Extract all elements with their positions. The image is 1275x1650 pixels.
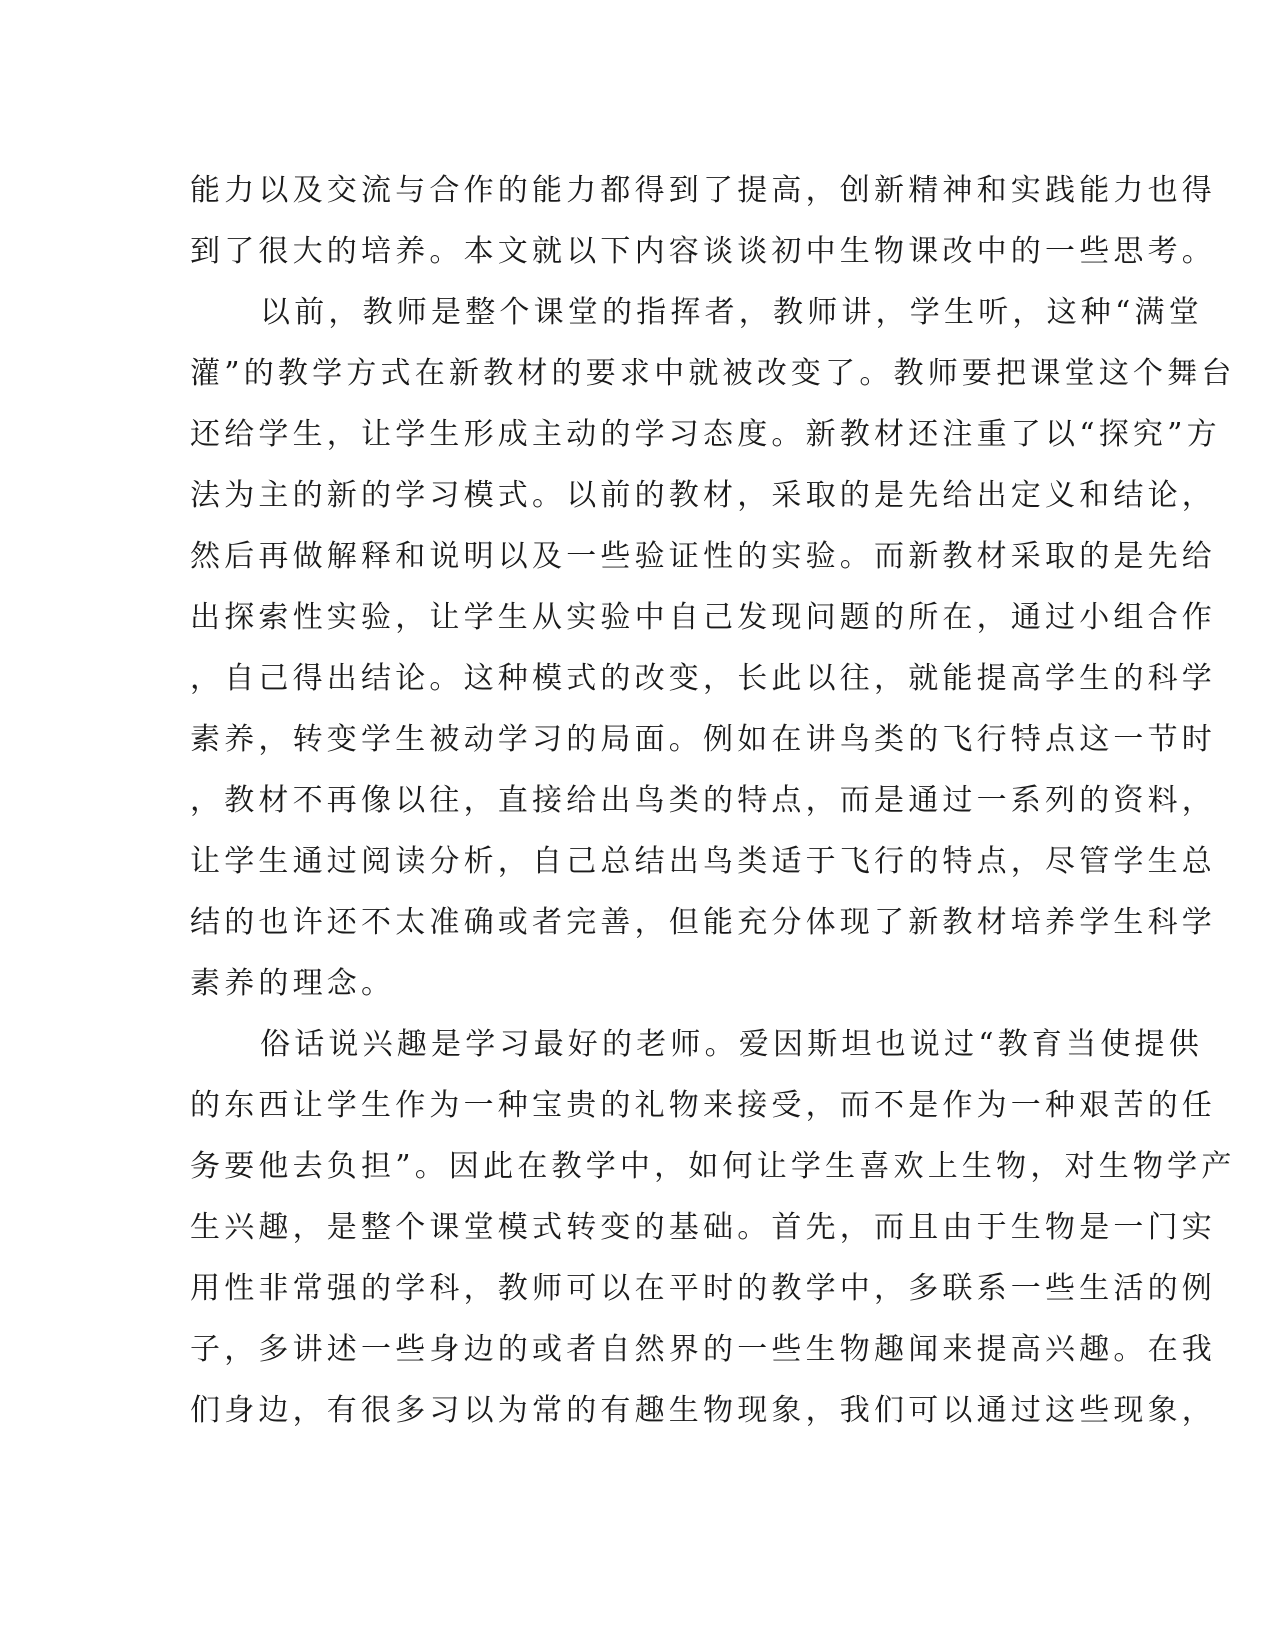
text-line: 的东西让学生作为一种宝贵的礼物来接受，而不是作为一种艰苦的任 xyxy=(190,1088,1216,1123)
text-line: 到了很大的培养。本文就以下内容谈谈初中生物课改中的一些思考。 xyxy=(190,234,1216,269)
text-line: 能力以及交流与合作的能力都得到了提高，创新精神和实践能力也得 xyxy=(190,173,1216,208)
paragraph-3 xyxy=(190,1014,1236,1441)
text-line: 子，多讲述一些身边的或者自然界的一些生物趣闻来提高兴趣。在我 xyxy=(190,1332,1216,1367)
text-line: 用性非常强的学科，教师可以在平时的教学中，多联系一些生活的例 xyxy=(190,1271,1216,1306)
text-line: 法为主的新的学习模式。以前的教材，采取的是先给出定义和结论， xyxy=(190,478,1216,513)
text-line: 让学生通过阅读分析，自己总结出鸟类适于飞行的特点，尽管学生总 xyxy=(190,844,1216,879)
text-line: 灌”的教学方式在新教材的要求中就被改变了。教师要把课堂这个舞台 xyxy=(190,356,1236,391)
text-line: 以前，教师是整个课堂的指挥者，教师讲，学生听，这种“满堂 xyxy=(260,295,1203,330)
text-line: 结的也许还不太准确或者完善，但能充分体现了新教材培养学生科学 xyxy=(190,905,1216,940)
text-line: 然后再做解释和说明以及一些验证性的实验。而新教材采取的是先给 xyxy=(190,539,1216,574)
text-line: 务要他去负担”。因此在教学中，如何让学生喜欢上生物，对生物学产 xyxy=(190,1149,1236,1184)
text-line: 们身边，有很多习以为常的有趣生物现象，我们可以通过这些现象， xyxy=(190,1393,1216,1428)
text-line: 俗话说兴趣是学习最好的老师。爱因斯坦也说过“教育当使提供 xyxy=(260,1027,1203,1062)
text-line: ，自己得出结论。这种模式的改变，长此以往，就能提高学生的科学 xyxy=(190,661,1216,696)
paragraph-1 xyxy=(190,160,1216,282)
text-line: 生兴趣，是整个课堂模式转变的基础。首先，而且由于生物是一门实 xyxy=(190,1210,1216,1245)
text-line: 出探索性实验，让学生从实验中自己发现问题的所在，通过小组合作 xyxy=(190,600,1216,635)
paragraph-2 xyxy=(190,282,1236,1014)
text-line: 素养的理念。 xyxy=(190,966,396,1001)
body-text xyxy=(190,160,1236,1441)
text-line: ，教材不再像以往，直接给出鸟类的特点，而是通过一系列的资料， xyxy=(190,783,1216,818)
text-line: 素养，转变学生被动学习的局面。例如在讲鸟类的飞行特点这一节时 xyxy=(190,722,1216,757)
text-line: 还给学生，让学生形成主动的学习态度。新教材还注重了以“探究”方 xyxy=(190,417,1221,452)
